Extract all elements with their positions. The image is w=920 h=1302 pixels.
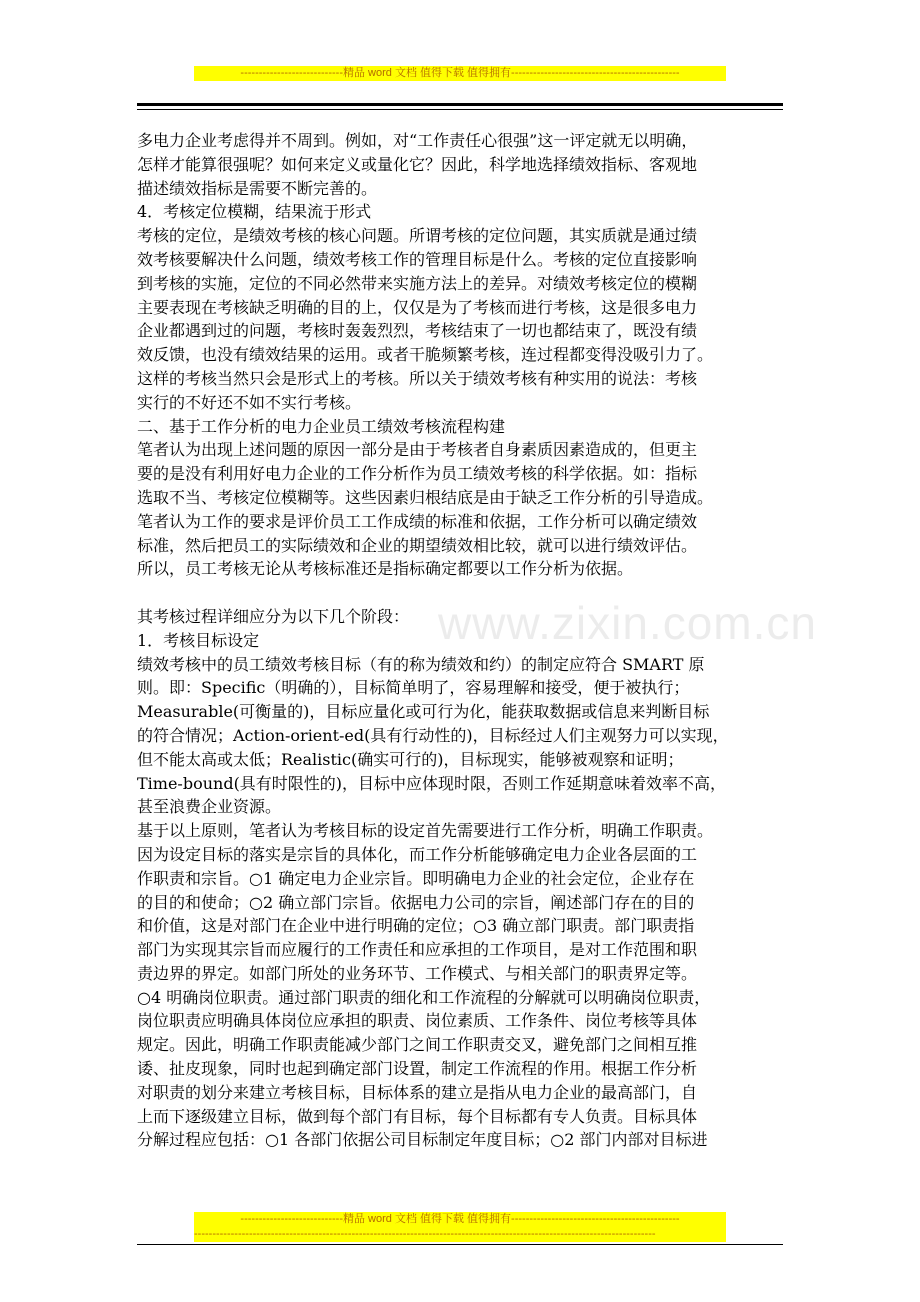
header-banner: ----------------------------精品 word 文档 值得下载 值得拥有----------------------------------------------	[194, 66, 726, 81]
text-line: 效反馈，也没有绩效结果的运用。或者干脆频繁考核，连过程都变得没吸引力了。	[137, 345, 714, 365]
text-line: 诿、扯皮现象，同时也起到确定部门设置，制定工作流程的作用。根据工作分析	[137, 1059, 698, 1079]
text-line: 绩效考核中的员工绩效考核目标（有的称为绩效和约）的制定应符合 SMART 原	[137, 654, 705, 674]
text-line: Measurable(可衡量的)，目标应量化或可行为化，能获取数据或信息来判断目标	[137, 702, 710, 722]
text-line: 部门为实现其宗旨而应履行的工作责任和应承担的工作项目，是对工作范围和职	[137, 940, 698, 960]
footer-banner: ----------------------------精品 word 文档 值得下载 值得拥有----------------------------------------------	[194, 1212, 726, 1227]
text-line: 上而下逐级建立目标，做到每个部门有目标，每个目标都有专人负责。目标具体	[137, 1106, 698, 1126]
text-line: 怎样才能算很强呢？如何来定义或量化它？因此，科学地选择绩效指标、客观地	[137, 154, 698, 174]
header-rule-thin	[137, 109, 783, 110]
text-line: 实行的不好还不如不实行考核。	[137, 392, 362, 412]
text-line: 和价值，这是对部门在企业中进行明确的定位；○3 确立部门职责。部门职责指	[137, 916, 695, 936]
header-rule-thick	[137, 103, 783, 106]
text-line: Time-bound(具有时限性的)，目标中应体现时限，否则工作延期意味着效率不高，	[137, 773, 727, 793]
text-line: 笔者认为出现上述问题的原因一部分是由于考核者自身素质因素造成的，但更主	[137, 440, 698, 460]
text-line: 考核的定位，是绩效考核的核心问题。所谓考核的定位问题，其实质就是通过绩	[137, 226, 698, 246]
text-line: 因为设定目标的落实是宗旨的具体化，而工作分析能够确定电力企业各层面的工	[137, 844, 698, 864]
text-line: 对职责的划分来建立考核目标，目标体系的建立是指从电力企业的最高部门，自	[137, 1082, 698, 1102]
text-line: 主要表现在考核缺乏明确的目的上，仅仅是为了考核而进行考核，这是很多电力	[137, 297, 698, 317]
text-line: 描述绩效指标是需要不断完善的。	[137, 178, 378, 198]
text-line: 企业都遇到过的问题，考核时轰轰烈烈，考核结束了一切也都结束了，既没有绩	[137, 321, 698, 341]
text-line: 选取不当、考核定位模糊等。这些因素归根结底是由于缺乏工作分析的引导造成。	[137, 487, 714, 507]
text-line: 1．考核目标设定	[137, 630, 260, 650]
blank-line	[137, 581, 787, 605]
text-line: 的目的和使命；○2 确立部门宗旨。依据电力公司的宗旨，阐述部门存在的目的	[137, 892, 695, 912]
text-line: 其考核过程详细应分为以下几个阶段：	[137, 606, 410, 626]
watermark: www.zixin.com.cn	[438, 597, 817, 649]
text-line: 责边界的界定。如部门所处的业务环节、工作模式、与相关部门的职责界定等。	[137, 963, 698, 983]
text-line: 标准，然后把员工的实际绩效和企业的期望绩效相比较，就可以进行绩效评估。	[137, 535, 698, 555]
text-line: 二、基于工作分析的电力企业员工绩效考核流程构建	[137, 416, 506, 436]
text-line: 岗位职责应明确具体岗位应承担的职责、岗位素质、工作条件、岗位考核等具体	[137, 1011, 698, 1031]
text-line: 笔者认为工作的要求是评价员工工作成绩的标准和依据，工作分析可以确定绩效	[137, 511, 698, 531]
text-line: ○4 明确岗位职责。通过部门职责的细化和工作流程的分解就可以明确岗位职责，	[137, 987, 711, 1007]
text-line: 基于以上原则，笔者认为考核目标的设定首先需要进行工作分析，明确工作职责。	[137, 821, 714, 841]
text-line: 规定。因此，明确工作职责能减少部门之间工作职责交叉，避免部门之间相互推	[137, 1035, 698, 1055]
document-body	[137, 129, 787, 1152]
text-line: 分解过程应包括：○1 各部门依据公司目标制定年度目标；○2 部门内部对目标进	[137, 1130, 708, 1150]
text-line: 但不能太高或太低；Realistic(确实可行的)，目标现实，能够被观察和证明；	[137, 749, 684, 769]
text-line: 所以，员工考核无论从考核标准还是指标确定都要以工作分析为依据。	[137, 559, 634, 579]
footer-banner-dashes: ------------------------------------------------------------------------------------------------------------------------------	[194, 1227, 726, 1242]
text-line: 效考核要解决什么问题，绩效考核工作的管理目标是什么。考核的定位直接影响	[137, 249, 698, 269]
text-line: 到考核的实施，定位的不同必然带来实施方法上的差异。对绩效考核定位的模糊	[137, 273, 698, 293]
text-line: 甚至浪费企业资源。	[137, 797, 282, 817]
text-line: 这样的考核当然只会是形式上的考核。所以关于绩效考核有种实用的说法：考核	[137, 368, 698, 388]
text-line: 多电力企业考虑得并不周到。例如，对“工作责任心很强”这一评定就无以明确，	[137, 131, 698, 150]
text-line: 4．考核定位模糊，结果流于形式	[137, 202, 372, 222]
text-line: 要的是没有利用好电力企业的工作分析作为员工绩效考核的科学依据。如：指标	[137, 464, 698, 484]
footer-rule	[137, 1244, 783, 1245]
text-line: 作职责和宗旨。○1 确定电力企业宗旨。即明确电力企业的社会定位，企业存在	[137, 868, 695, 888]
text-line: 的符合情况；Action-orient-ed(具有行动性的)，目标经过人们主观努力可以实现，	[137, 725, 729, 745]
text-line: 则。即：Specific（明确的），目标简单明了，容易理解和接受，便于被执行；	[137, 678, 690, 698]
